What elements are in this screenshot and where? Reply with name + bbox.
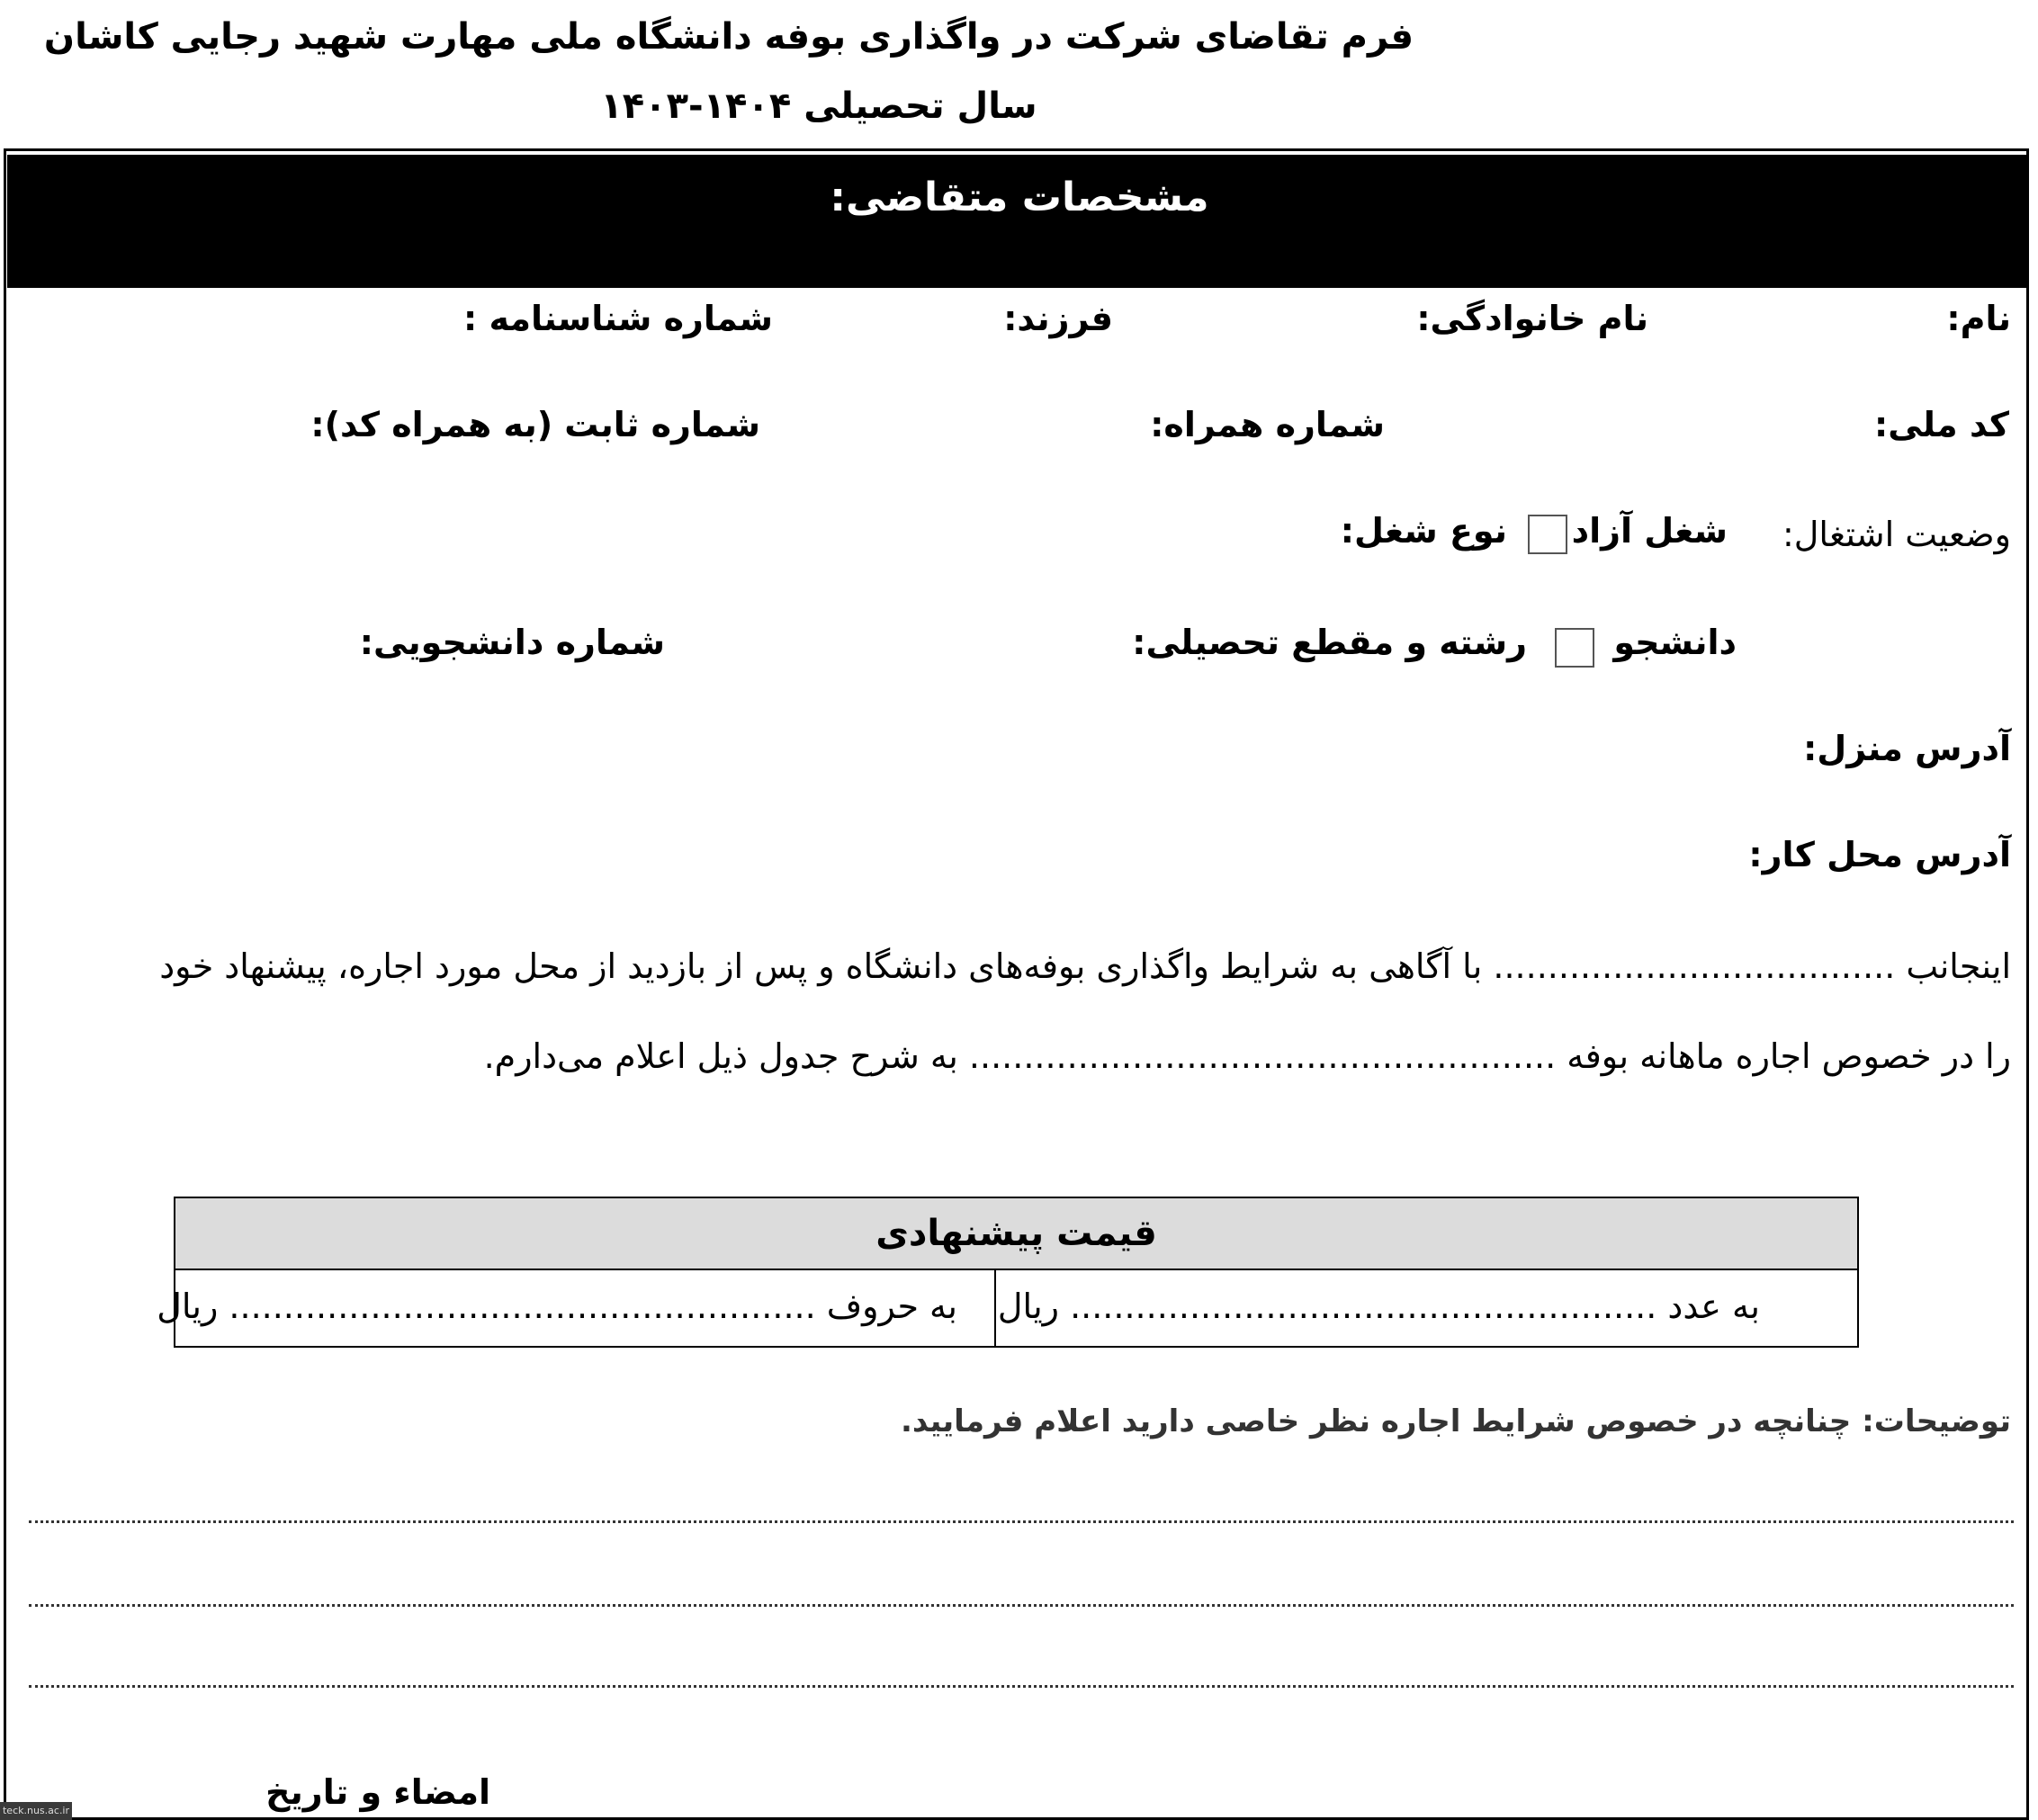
work-address-label: آدرس محل کار: (1748, 835, 2011, 874)
national-code-label: کد ملی: (1874, 405, 2009, 444)
section-header (7, 155, 2026, 288)
price-table-divider (994, 1269, 996, 1346)
employment-status-label: وضعیت اشتغال: (1782, 515, 2011, 554)
home-address-label: آدرس منزل: (1803, 729, 2011, 768)
field-and-level-label: رشته و مقطع تحصیلی: (1132, 623, 1527, 662)
form-title: فرم تقاضای شرکت در واگذاری بوفه دانشگاه ملی مهارت شهید رجایی کاشان (43, 16, 1414, 58)
id-number-label: شماره شناسنامه : (463, 299, 773, 338)
father-name-label: فرزند: (1003, 299, 1113, 338)
academic-year: سال تحصیلی ۱۴۰۴-۱۴۰۳ (600, 85, 1037, 127)
student-checkbox[interactable] (1555, 628, 1594, 668)
student-number-label: شماره دانشجویی: (359, 623, 665, 662)
price-table-header: قیمت پیشنهادی (175, 1198, 1857, 1270)
notes-text: توضیحات: چنانچه در خصوص شرایط اجاره نظر خاصی دارید اعلام فرمایید. (900, 1403, 2011, 1439)
self-employed-label: شغل آزاد (1571, 511, 1728, 551)
notes-line-3[interactable] (29, 1685, 2014, 1688)
mobile-label: شماره همراه: (1150, 405, 1385, 444)
statement-line-1: اینجانب ..................................... با آگاهی به شرایط واگذاری بوفه‌های دانشگاه و پس از بازدید از محل مورد اجاره، پیشنهاد خود (159, 946, 2011, 986)
statement-line-2: را در خصوص اجاره ماهانه بوفه ...................................................... به شرح جدول ذیل اعلام می‌دارم. (483, 1036, 2011, 1076)
price-words-cell: به حروف ...................................................... ریال (157, 1287, 957, 1326)
job-type-label: نوع شغل: (1340, 511, 1507, 551)
landline-label: شماره ثابت (به همراه کد): (310, 405, 760, 444)
signature-and-date-label: امضاء و تاریخ (265, 1772, 490, 1812)
site-watermark: teck.nus.ac.ir (0, 1802, 72, 1820)
price-numeric-cell: به عدد ...................................................... ریال (997, 1287, 1760, 1326)
student-label: دانشجو (1613, 623, 1737, 662)
notes-line-1[interactable] (29, 1520, 2014, 1523)
last-name-label: نام خانوادگی: (1416, 299, 1648, 338)
self-employed-checkbox[interactable] (1528, 515, 1567, 554)
section-header-text: مشخصات متقاضی: (830, 175, 1209, 220)
price-table (157, 1197, 1859, 1348)
notes-line-2[interactable] (29, 1604, 2014, 1607)
first-name-label: نام: (1946, 299, 2011, 338)
